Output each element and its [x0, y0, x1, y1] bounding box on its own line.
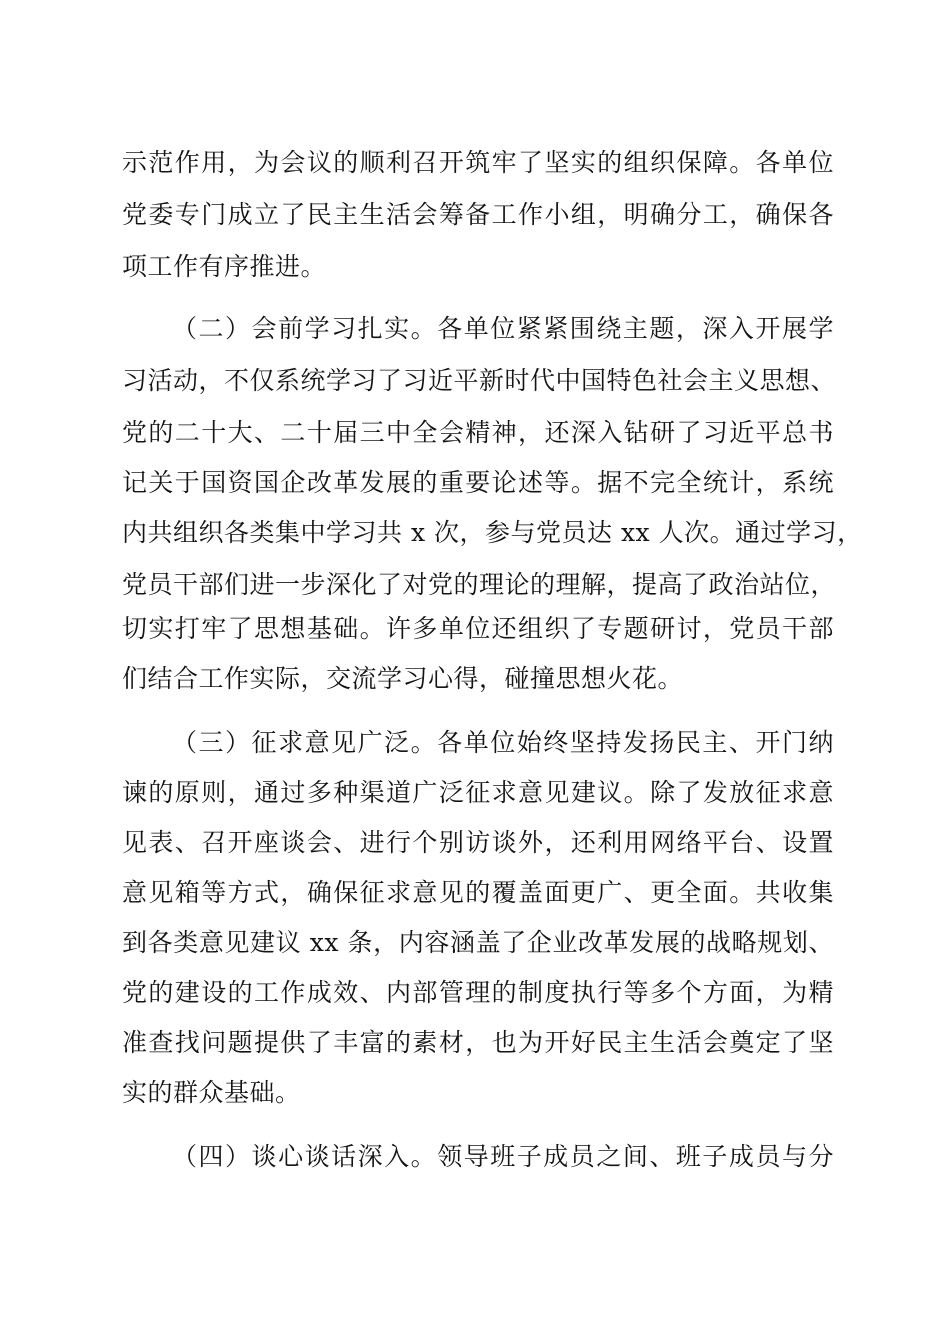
text-line: 习活动，不仅系统学习了习近平新时代中国特色社会主义思想、: [122, 366, 837, 395]
text-line: 党委专门成立了民主生活会筹备工作小组，明确分工，确保各: [122, 200, 834, 229]
text-line: 项工作有序推进。: [122, 252, 327, 281]
text-line: 准查找问题提供了丰富的素材，也为开好民主生活会奠定了坚: [122, 1028, 834, 1057]
text-line: 党的二十大、二十届三中全会精神，还深入钻研了习近平总书: [122, 418, 834, 447]
text-line: 记关于国资国企改革发展的重要论述等。据不完全统计，系统: [122, 468, 834, 497]
text-line: 切实打牢了思想基础。许多单位还组织了专题研讨，党员干部: [122, 614, 834, 643]
text-line: 内共组织各类集中学习共 x 次，参与党员达 xx 人次。通过学习，: [122, 518, 863, 547]
text-line: 谏的原则，通过多种渠道广泛征求意见建议。除了发放征求意: [122, 778, 834, 807]
text-line: 到各类意见建议 xx 条，内容涵盖了企业改革发展的战略规划、: [122, 928, 834, 957]
text-line: 党的建设的工作成效、内部管理的制度执行等多个方面，为精: [122, 978, 834, 1007]
text-line: 见表、召开座谈会、进行个别访谈外，还利用网络平台、设置: [122, 828, 834, 857]
text-line: 党员干部们进一步深化了对党的理论的理解，提高了政治站位，: [122, 570, 837, 599]
paragraph-heading-line: （三）征求意见广泛。各单位始终坚持发扬民主、开门纳: [172, 728, 834, 757]
paragraph-heading-line: （二）会前学习扎实。各单位紧紧围绕主题，深入开展学: [172, 314, 834, 343]
text-line: 们结合工作实际，交流学习心得，碰撞思想火花。: [122, 664, 684, 693]
text-line: 意见箱等方式，确保征求意见的覆盖面更广、更全面。共收集: [122, 878, 834, 907]
text-line: 实的群众基础。: [122, 1078, 301, 1107]
text-line: 示范作用，为会议的顺利召开筑牢了坚实的组织保障。各单位: [122, 148, 834, 177]
paragraph-heading-line: （四）谈心谈话深入。领导班子成员之间、班子成员与分: [172, 1142, 834, 1171]
